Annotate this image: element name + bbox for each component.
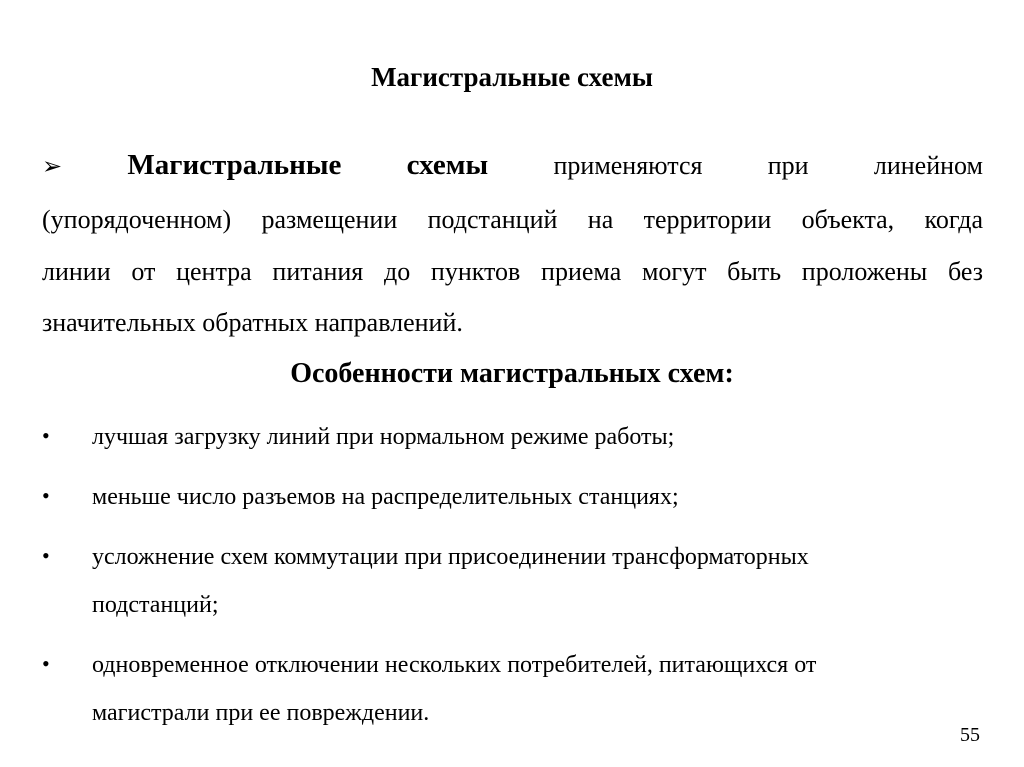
bullet-icon: • [42,483,50,508]
paragraph-line-3: линии от центра питания до пунктов приема могут быть проложены без [42,257,983,286]
paragraph-line-2: (упорядоченном) размещении подстанций на территории объекта, когда [42,205,983,234]
list-item-continuation: магистрали при ее повреждении. [92,700,430,726]
list-item: лучшая загрузку линий при нормальном режиме работы; [92,424,675,450]
bullet-icon: • [42,423,50,448]
bullet-icon: • [42,543,50,568]
line1-rest: применяются при линейном [553,151,983,180]
section-subtitle: Особенности магистральных схем: [290,358,734,389]
arrow-bullet-icon: ➢ [42,154,63,180]
list-item: меньше число разъемов на распределительных станциях; [92,484,679,510]
paragraph-line-4: значительных обратных направлений. [42,308,463,337]
slide-title: Магистральные схемы [371,62,653,92]
page-number: 55 [960,724,980,746]
paragraph-line-1 [42,150,983,182]
bold-term-1: Магистральные [127,149,342,181]
list-item: одновременное отключении нескольких потребителей, питающихся от [92,652,817,678]
list-item-continuation: подстанций; [92,592,219,618]
list-item: усложнение схем коммутации при присоединении трансформаторных [92,544,809,570]
bold-term-2: схемы [406,149,489,181]
bullet-icon: • [42,651,50,676]
